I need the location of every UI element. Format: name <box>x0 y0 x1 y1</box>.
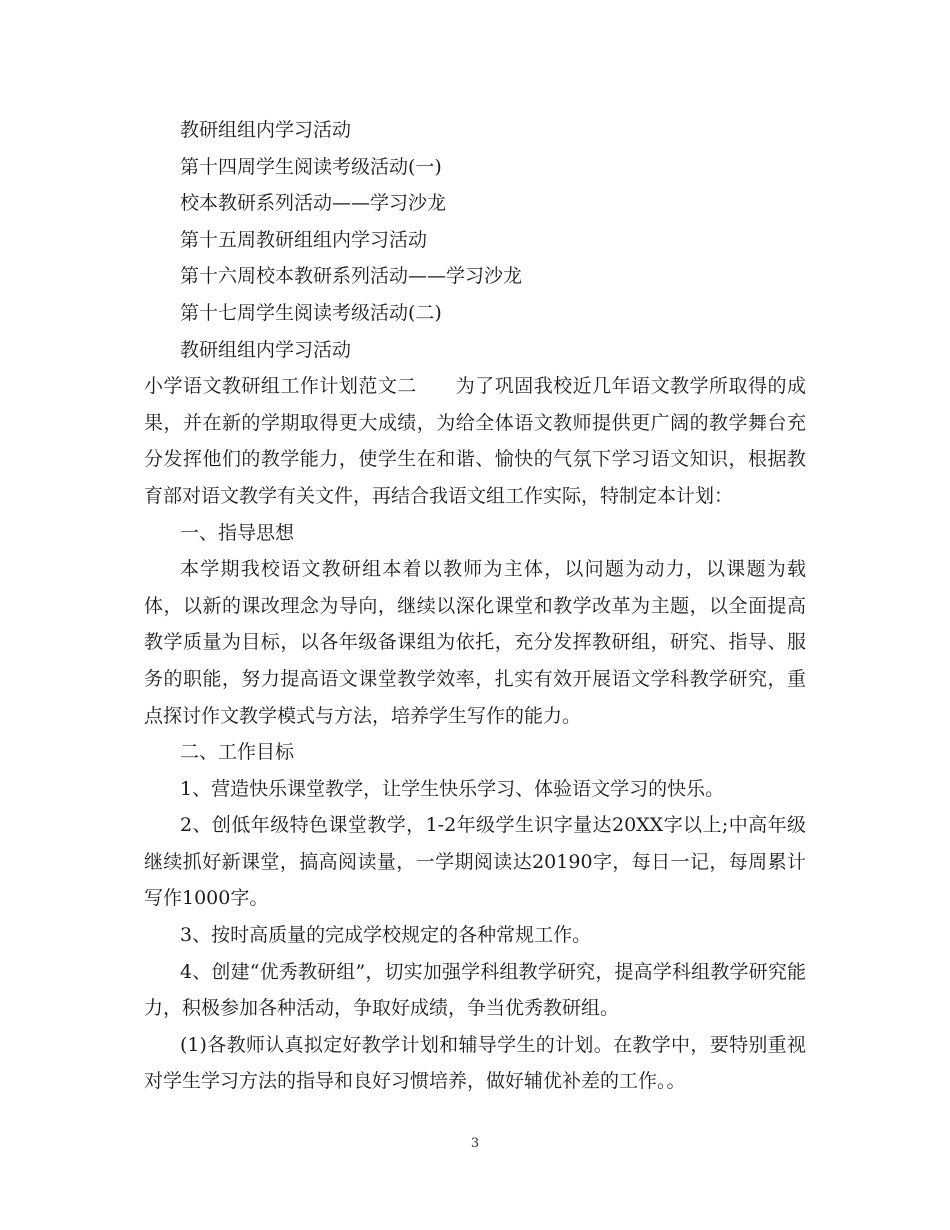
schedule-line: 第十七周学生阅读考级活动(二) <box>180 301 442 324</box>
schedule-line: 教研组组内学习活动 <box>180 119 352 141</box>
schedule-line: 第十六周校本教研系列活动——学习沙龙 <box>180 265 523 288</box>
sub-goal-item: (1)各教师认真拟定好教学计划和辅导学生的计划。在教学中，要特别重视对学生学习方法的指导和良好习惯培养，做好辅优补差的工作。。 <box>144 1033 806 1093</box>
schedule-line: 教研组组内学习活动 <box>180 338 352 361</box>
page-number: 3 <box>470 1136 480 1151</box>
intro-paragraph: 小学语文教研组工作计划范文二 为了巩固我校近几年语文教学所取得的成果，并在新的学期取得更大成绩，为给全体语文教师提供更广阔的教学舞台充分发挥他们的教学能力，使学生在和谐、愉快的气氛下学习语文知识，根据教育部对语文教学有关文件，再结合我语文组工作实际，特制定本计划： <box>144 375 806 507</box>
guiding-ideas-paragraph: 本学期我校语文教研组本着以教师为主体，以问题为动力，以课题为载体，以新的课改理念为导向，继续以深化课堂和教学改革为主题，以全面提高教学质量为目标，以各年级备课组为依托，充分发挥教研组，研究、指导、服务的职能，努力提高语文课堂教学效率，扎实有效开展语文学科教学研究，重点探讨作文教学模式与方法，培养学生写作的能力。 <box>144 558 806 727</box>
section-heading-guiding-ideas: 一、指导思想 <box>180 521 295 544</box>
schedule-line: 校本教研系列活动——学习沙龙 <box>180 192 447 215</box>
page-content <box>144 112 806 1100</box>
goal-item: 3、按时高质量的完成学校规定的各种常规工作。 <box>180 924 592 947</box>
schedule-line: 第十四周学生阅读考级活动(一) <box>180 155 442 178</box>
goal-item: 1、营造快乐课堂教学，让学生快乐学习、体验语文学习的快乐。 <box>180 777 725 800</box>
goal-item: 2、创低年级特色课堂教学，1-2年级学生识字量达20XX字以上;中高年级继续抓好新课堂，搞高阅读量，一学期阅读达20190字，每日一记，每周累计写作1000字。 <box>144 814 806 910</box>
schedule-line: 第十五周教研组组内学习活动 <box>180 228 428 251</box>
goal-item: 4、创建“优秀教研组”，切实加强学科组教学研究，提高学科组教学研究能力，积极参加各种活动，争取好成绩，争当优秀教研组。 <box>144 960 806 1020</box>
section-heading-work-goals: 二、工作目标 <box>180 741 295 764</box>
